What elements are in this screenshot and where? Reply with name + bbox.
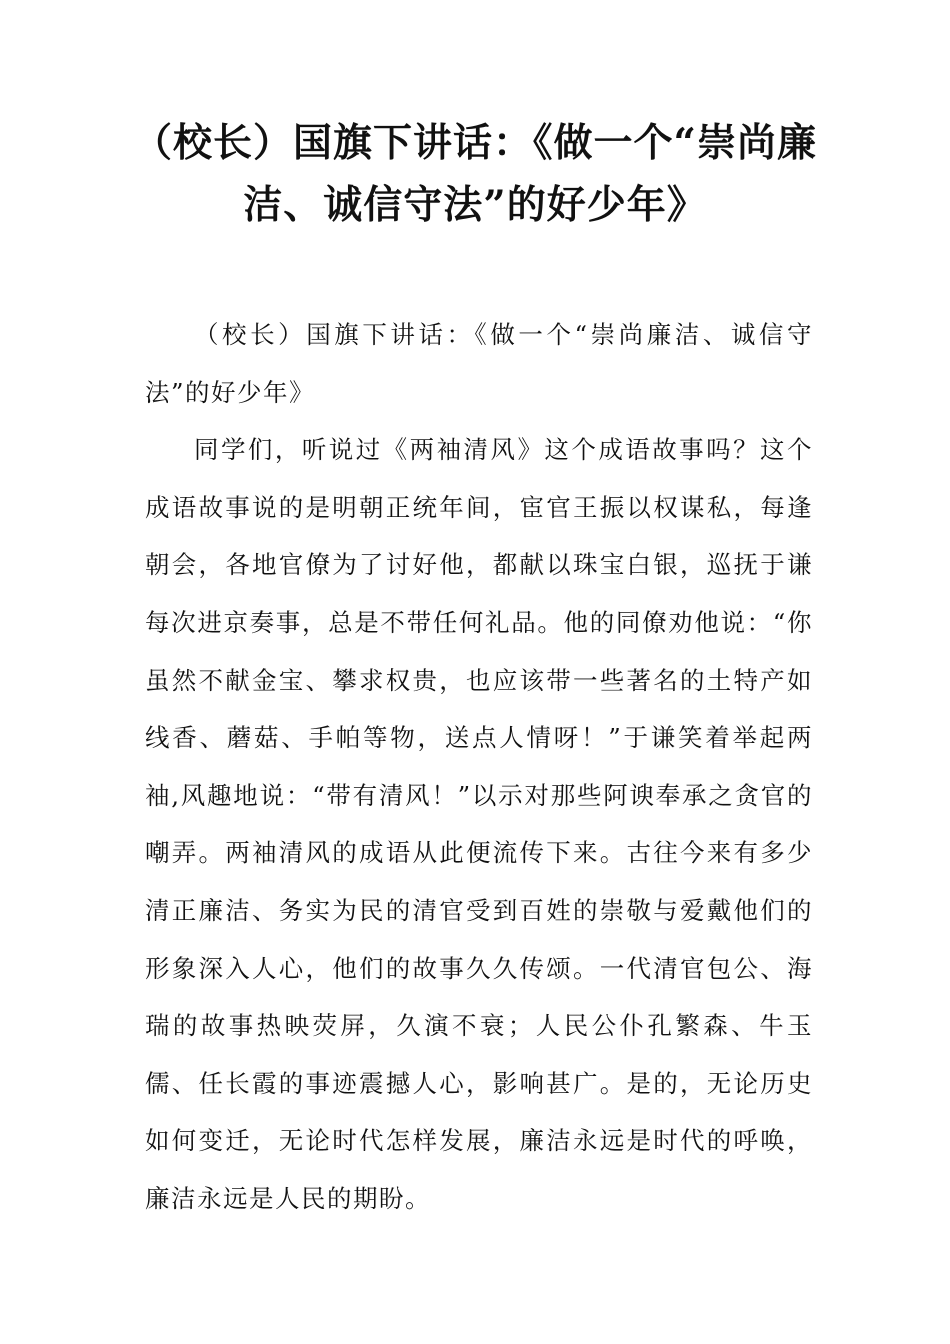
paragraph: 同学们，听说过《两袖清风》这个成语故事吗？这个成语故事说的是明朝正统年间，宦官王振以权谋私，每逢朝会，各地官僚为了讨好他，都献以珠宝白银，巡抚于谦每次进京奏事，总是不带任何礼品。他的同僚劝他说：“你虽然不献金宝、攀求权贵，也应该带一些著名的土特产如线香、蘑菇、手帕等物，送点人情呀！”于谦笑着举起两袖,风趣地说：“带有清风！”以示对那些阿谀奉承之贪官的嘲弄。两袖清风的成语从此便流传下来。古往今来有多少清正廉洁、务实为民的清官受到百姓的崇敬与爱戴他们的形象深入人心，他们的故事久久传颂。一代清官包公、海瑞的故事热映荧屏，久演不衰；人民公仆孔繁森、牛玉儒、任长霞的事迹震撼人心，影响甚广。是的，无论历史如何变迁，无论时代怎样发展，廉洁永远是时代的呼唤，廉洁永远是人民的期盼。 [145, 435, 813, 1213]
document-body [145, 306, 813, 1228]
paragraph: （校长）国旗下讲话：《做一个“崇尚廉洁、诚信守法”的好少年》 [145, 320, 813, 407]
document-title: （校长）国旗下讲话：《做一个“崇尚廉洁、诚信守法”的好少年》 [133, 120, 817, 228]
